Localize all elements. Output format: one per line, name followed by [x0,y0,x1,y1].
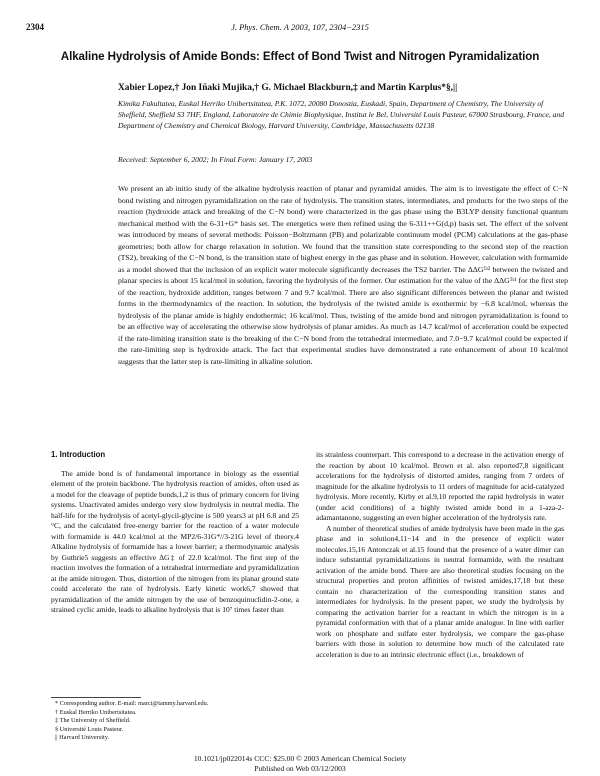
journal-citation: J. Phys. Chem. A 2003, 107, 2304−2315 [231,22,369,32]
page-footer [0,754,600,774]
page-number: 2304 [26,22,44,32]
affiliations: Kimika Fakultatea, Euskal Herriko Unibertsitatea, P.K. 1072, 20080 Donostia, Euskadi, Spain, Department of Chemistry, The University of Sheffield, Sheffield S3 7HF, England, Laboratoire de Chimie Biophysique, Institut le Bel, Université Louis Pasteur, 67000 Strasbourg, France, and Department of Chemistry and Chemical Biology, Harvard University, Cambridge, Massachusetts 02138 [118,99,565,130]
footnote: || Harvard University. [55,734,110,742]
published-date: Published on Web 03/12/2003 [254,764,346,773]
right-column [316,450,564,660]
footnotes [51,700,299,743]
abstract: We present an ab initio study of the alkaline hydrolysis reaction of planar and pyramidal amides. The aim is to investigate the effect of C−N bond twisting and nitrogen pyramidalization on the rate of hydrolysis. The transition states, intermediates, and products for the two steps of the reaction (hydroxide attack and breaking of the C−N bond) were characterized in the gas phase using the B3LYP density functional quantum mechanical method with the 6-31+G* basis set. The energetics were then refined using the 6-311++G(d,p) basis set. The effect of the solvent was introduced by means of several methods: Poisson−Boltzmann (PB) and polarizable continuum model (PCM) calculations at the gas-phase geometries; both allow for charge relaxation in solution. We found that the transition state corresponding to the second step of the reaction (TS2), breaking of the C−N bond, is the transition state of highest energy in the gas phase and in solution. However, calculation with formamide as a model showed that the inclusion of an explicit water molecule significantly decreases the TS2 barrier. The ΔΔGᵀˢ² between the twisted and planar species is about 15 kcal/mol in solution, favoring the hydrolysis of the former. Our estimation for the value of the ΔΔGᵀˢ¹ for the first step of the reaction, hydroxide addition, ranges between 7 and 9.7 kcal/mol. There are also significant differences between the planar and twisted forms in the thermodynamics of the reaction. In solution, the hydrolysis of the twisted amide is exothermic by −6.8 kcal/mol, whereas the hydrolysis of the planar amide is highly endothermic; 16 kcal/mol. Thus, twisting of the amide bond and nitrogen pyramidalization is found to be an effective way of accelerating the otherwise slow hydrolysis of planar amides. As much as 14.7 kcal/mol of acceleration could be expected if the rate-limiting transition state is the breaking of the C−N bond from the tetrahedral intermediate, and 7.0−9.7 kcal/mol could be expected if the rate-limiting step is hydroxide attack. The fact that experimental studies have demonstrated a rate enhancement of about 10 kcal/mol suggests that the latter step is rate-limiting in alkaline solution. [118,184,568,366]
left-column [51,450,299,616]
footnote: † Euskal Herriko Unibertsitatea. [55,708,137,716]
footnote-divider [51,697,141,698]
section-heading-introduction: 1. Introduction [51,450,106,459]
article-title: Alkaline Hydrolysis of Amide Bonds: Effect of Bond Twist and Nitrogen Pyramidalization [60,50,540,63]
received-dates: Received: September 6, 2002; In Final Form: January 17, 2003 [118,155,313,164]
footnote: § Université Louis Pasteur. [55,725,124,733]
footnote: * Corresponding author. E-mail: marci@tammy.harvard.edu. [55,700,209,707]
author-list: Xabier Lopez,† Jon Iñaki Mujika,† G. Michael Blackburn,‡ and Martin Karplus*§,|| [118,83,458,93]
body-paragraph: A number of theoretical studies of amide hydrolysis have been made in the gas phase and in solution4,11−14 and in the presence of explicit water molecules.15,16 Antonczak et al.15 found that the presence of a water dimer can induce substantial pyramidalizations in neutral formamide, with the resultant activation of the amide bond. There are also theoretical studies focusing on the structural properties and proton affinities of twisted amides,17,18 but these contain no characterization of the corresponding transition states and intermediates for hydrolysis. In the present paper, we study the hydrolysis by comparing the activation barrier for a reactant in which the nitrogen is in a pyramidal conformation with that of a planar amide analogue. In line with earlier work on phosphate and sulfate ester hydrolysis, we compare the gas-phase barriers with those in solution to determine how much of the calculated rate acceleration is due to an intrinsic electronic effect (i.e., breakdown of [316,523,564,659]
body-paragraph: The amide bond is of fundamental importance in biology as the essential element of the protein backbone. The hydrolysis reaction of amides, often used as a model for the cleavage of peptide bonds,1,2 is thus of primary concern for living systems. Unactivated amides undergo very slow hydrolysis in neutral media. The half-life for the hydrolysis of acetyl-glycil-glycine is 500 years3 at pH 6.8 and 25 °C, and the calculated free-energy barrier for the reaction of a water molecule with formamide is 44.0 kcal/mol at the MP2/6-31G*//3-21G level of theory.4 Alkaline hydrolysis of formamide has a lower barrier; a thermodynamic analysis by Guthrie5 suggests an effective ΔG‡ of 22.0 kcal/mol. The first step of the reaction involves the formation of a tetrahedral intermediate and pyramidalization at the amide nitrogen. Thus, distortion of the nitrogen from its planar ground state could accelerate the rate of hydrolysis. Early kinetic work6,7 showed that pyramidalization of the amide nitrogen by the use of benzoquinuclidin-2-one, a strained cyclic amide, leads to alkaline hydrolysis that is 10⁷ times faster than [51,468,299,614]
running-header [20,22,580,36]
body-paragraph: its strainless counterpart. This correspond to a decrease in the activation energy of the reaction by about 10 kcal/mol. Brown et al. also reported7,8 significant accelerations for the hydrolysis of distorted amides, ranging from 7 orders of magnitude for the alkaline hydrolysis to 11 orders of magnitude for acid-catalyzed hydrolysis. More recently, Kirby et al.9,10 reported the rapid hydrolysis in water (under acid conditions) of a highly twisted amide bond in a 1-aza-2-adamantanone, suggesting an even higher acceleration of the hydrolysis rate. [316,450,564,522]
footnote: ‡ The University of Sheffield. [55,717,131,725]
doi-line: 10.1021/jp022014s CCC: $25.00 © 2003 American Chemical Society [193,754,407,763]
